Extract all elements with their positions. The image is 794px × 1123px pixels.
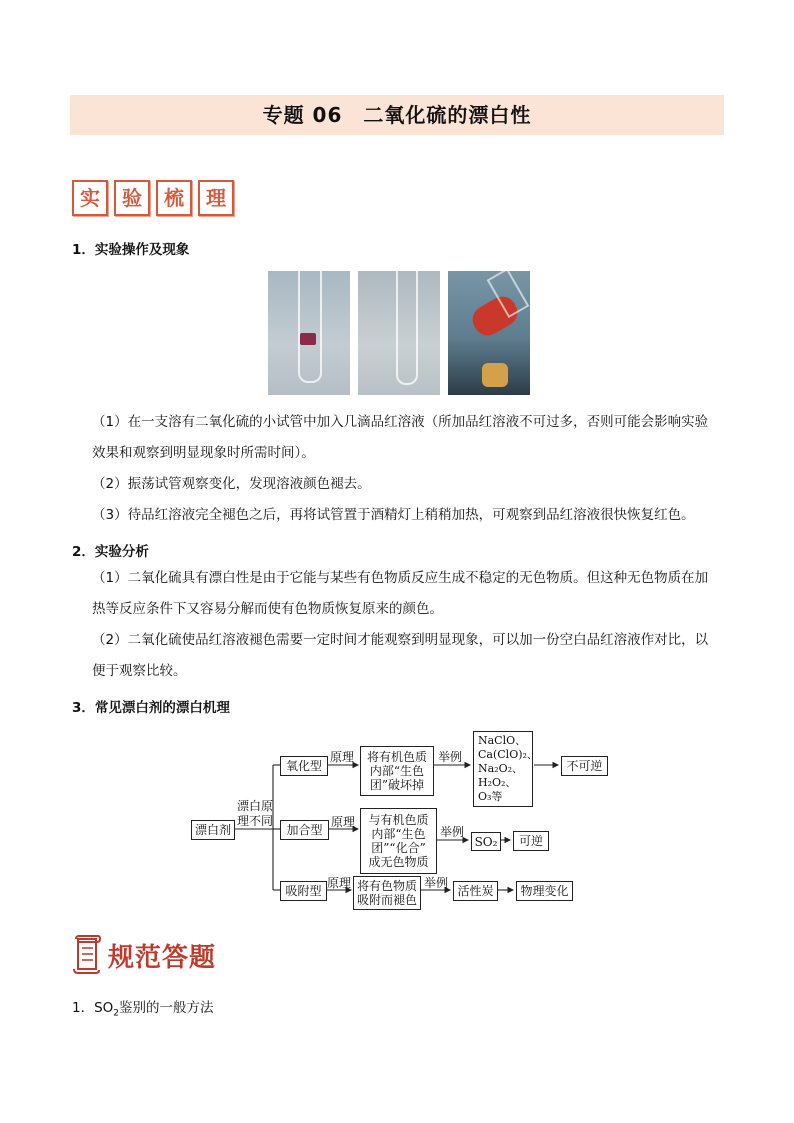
answer-item-subscript: 2 [113,1008,120,1019]
mechanism-line: 内部“生色 [369,764,425,778]
section-badge-experiment [72,180,234,216]
diagram-example-oxidation [473,731,538,807]
badge-char: 验 [114,180,150,216]
answer-item-prefix: 1．SO [72,1000,114,1016]
heading-experiment-analysis: 2．实验分析 [72,544,149,560]
page-title: 专题 06 二氧化硫的漂白性 [262,103,532,127]
scroll-icon [72,935,102,975]
diagram-type-adsorption: 吸附型 [280,881,327,901]
badge-char: 梳 [156,180,192,216]
paragraph-step-1b: 效果和观察到明显现象时所需时间）。 [92,445,315,461]
experiment-photos [268,271,530,395]
mechanism-line: 成无色物质 [368,855,429,869]
mechanism-line: 团”“化合” [371,841,426,855]
answer-item-1 [72,996,214,1019]
paragraph-step-1a: （1）在一支溶有二氧化硫的小试管中加入几滴品红溶液（所加品红溶液不可过多，否则可能会影响实验 [92,414,709,430]
diagram-example-label-3: 举例 [424,876,449,890]
diagram-branch-label-2: 理不同 [237,814,274,828]
diagram-principle-label-1: 原理 [330,750,355,764]
diagram-type-addition: 加合型 [280,820,329,840]
example-line: NaClO、 [478,734,527,747]
diagram-principle-label-3: 原理 [327,876,352,890]
heading-bleach-mechanisms: 3．常见漂白剂的漂白机理 [72,700,230,716]
paragraph-step-2: （2）振荡试管观察变化，发现溶液颜色褪去。 [92,476,371,492]
mechanism-line: 将有色物质 [356,879,417,893]
example-line: Na₂O₂、 [478,762,524,775]
photo-test-tube-red [268,271,350,395]
diagram-type-oxidation: 氧化型 [280,756,328,776]
example-line: O₃等 [478,790,503,803]
badge-char: 实 [72,180,108,216]
photo-test-tube-colorless [358,271,440,395]
diagram-example-adsorption: 活性炭 [453,881,498,901]
diagram-example-addition: SO₂ [471,832,501,851]
diagram-result-oxidation: 不可逆 [561,756,608,776]
title-bar [70,95,724,135]
diagram-branch-label-1: 漂白原 [237,799,274,813]
diagram-root-bleach: 漂白剂 [191,820,235,840]
paragraph-analysis-2b: 便于观察比较。 [92,663,187,679]
diagram-result-adsorption: 物理变化 [516,881,573,901]
heading-experiment-procedure: 1．实验操作及现象 [72,242,190,258]
diagram-principle-label-2: 原理 [331,815,356,829]
mechanism-line: 吸附而褪色 [356,893,417,907]
paragraph-analysis-1a: （1）二氧化硫具有漂白性是由于它能与某些有色物质反应生成不稳定的无色物质。但这种无色物质在加 [92,570,709,586]
paragraph-analysis-2a: （2）二氧化硫使品红溶液褪色需要一定时间才能观察到明显现象，可以加一份空白品红溶液作对比，以 [92,632,709,648]
example-line: H₂O₂、 [478,776,517,789]
diagram-mechanism-addition [360,808,437,874]
mechanism-line: 将有机色质 [366,750,427,764]
section-title-answer: 规范答题 [108,942,217,973]
example-line: Ca(ClO)₂、 [478,748,538,761]
badge-char: 理 [198,180,234,216]
diagram-example-label-1: 举例 [438,750,463,764]
mechanism-line: 内部“生色 [371,827,426,841]
diagram-example-label-2: 举例 [440,825,465,839]
mechanism-line: 团”破坏掉 [369,778,425,792]
mechanism-line: 与有机色质 [368,813,429,827]
diagram-result-addition: 可逆 [513,831,549,851]
photo-test-tube-heating [448,271,530,395]
section-badge-answer [72,935,216,975]
paragraph-step-3: （3）待品红溶液完全褪色之后，再将试管置于酒精灯上稍稍加热，可观察到品红溶液很快恢复红色。 [92,507,695,523]
diagram-mechanism-adsorption [353,876,421,910]
answer-item-suffix: 鉴别的一般方法 [119,1000,214,1016]
diagram-mechanism-oxidation [360,746,434,796]
paragraph-analysis-1b: 热等反应条件下又容易分解而使有色物质恢复原来的颜色。 [92,601,443,617]
